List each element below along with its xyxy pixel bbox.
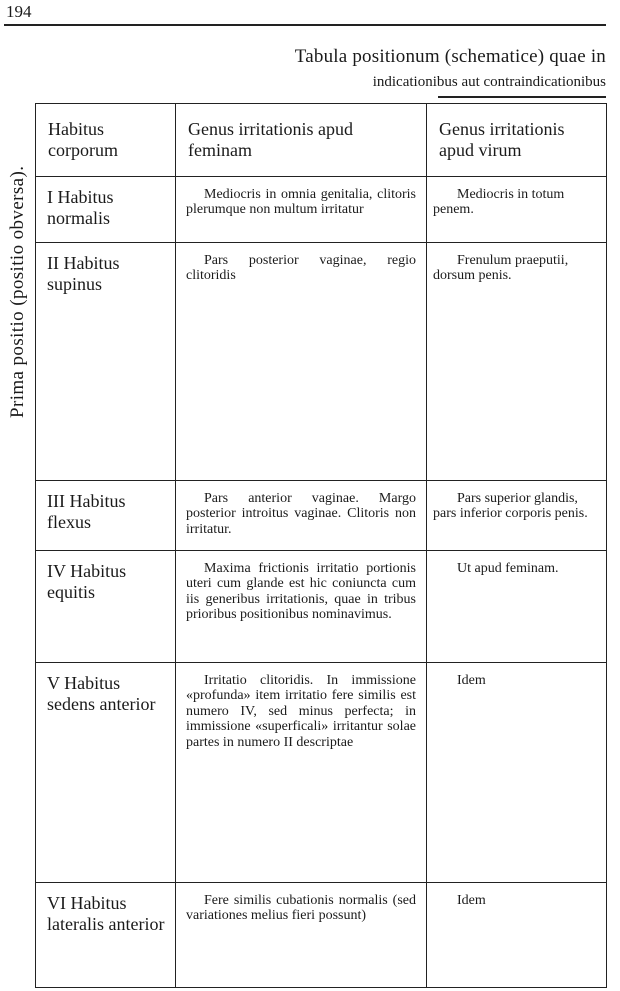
cell-virum: Pars superior glandis, pars inferior corporis penis.	[427, 481, 607, 551]
cell-virum: Idem	[427, 663, 607, 883]
table-header-row	[36, 104, 607, 177]
cell-habitus: IV Habitus equitis	[36, 551, 176, 663]
cell-feminam: Pars posterior vaginae, regio clitoridis	[176, 243, 427, 481]
cell-feminam: Pars anterior vaginae. Margo posterior introitus vaginae. Clitoris non irritatur.	[176, 481, 427, 551]
cell-habitus: II Habitus supinus	[36, 243, 176, 481]
cell-habitus: V Habitus sedens anterior	[36, 663, 176, 883]
table-row	[36, 551, 607, 663]
cell-feminam: Mediocris in omnia genitalia, clitoris plerumque non multum irritatur	[176, 177, 427, 243]
table-row	[36, 883, 607, 988]
cell-virum: Idem	[427, 883, 607, 988]
table-row	[36, 663, 607, 883]
side-label	[2, 118, 34, 418]
top-rule	[4, 24, 606, 26]
table-title-line2: indicationibus aut contraindicationibus	[372, 74, 606, 90]
table-row	[36, 481, 607, 551]
cell-virum: Mediocris in totum penem.	[427, 177, 607, 243]
title-rule	[438, 96, 606, 98]
header-feminam: Genus irritationis apud feminam	[176, 104, 427, 177]
cell-feminam: Maxima frictionis irritatio portionis uteri cum glande est hic coniuncta cum iis generibus irritationis, quae in tribus prioribus positionibus nominavimus.	[176, 551, 427, 663]
table-row	[36, 243, 607, 481]
header-virum: Genus irritationis apud virum	[427, 104, 607, 177]
header-habitus: Habitus corporum	[36, 104, 176, 177]
cell-virum: Frenulum praeputii, dorsum penis.	[427, 243, 607, 481]
cell-habitus: VI Habitus lateralis anterior	[36, 883, 176, 988]
cell-feminam: Fere similis cubationis normalis (sed variationes melius fieri possunt)	[176, 883, 427, 988]
cell-habitus: III Habitus flexus	[36, 481, 176, 551]
cell-feminam: Irritatio clitoridis. In immissione «profunda» item irritatio fere similis est numero IV, sed minus perfecta; in immissione «superficali» irritantur solae partes in numero II descriptae	[176, 663, 427, 883]
cell-virum: Ut apud feminam.	[427, 551, 607, 663]
table-title-line1: Tabula positionum (schematice) quae in	[294, 46, 606, 67]
side-label-text: Prima positio (positio obversa).	[7, 165, 28, 418]
cell-habitus: I Habitus normalis	[36, 177, 176, 243]
positions-table	[35, 103, 607, 988]
page-number: 194	[6, 2, 32, 21]
table-row	[36, 177, 607, 243]
